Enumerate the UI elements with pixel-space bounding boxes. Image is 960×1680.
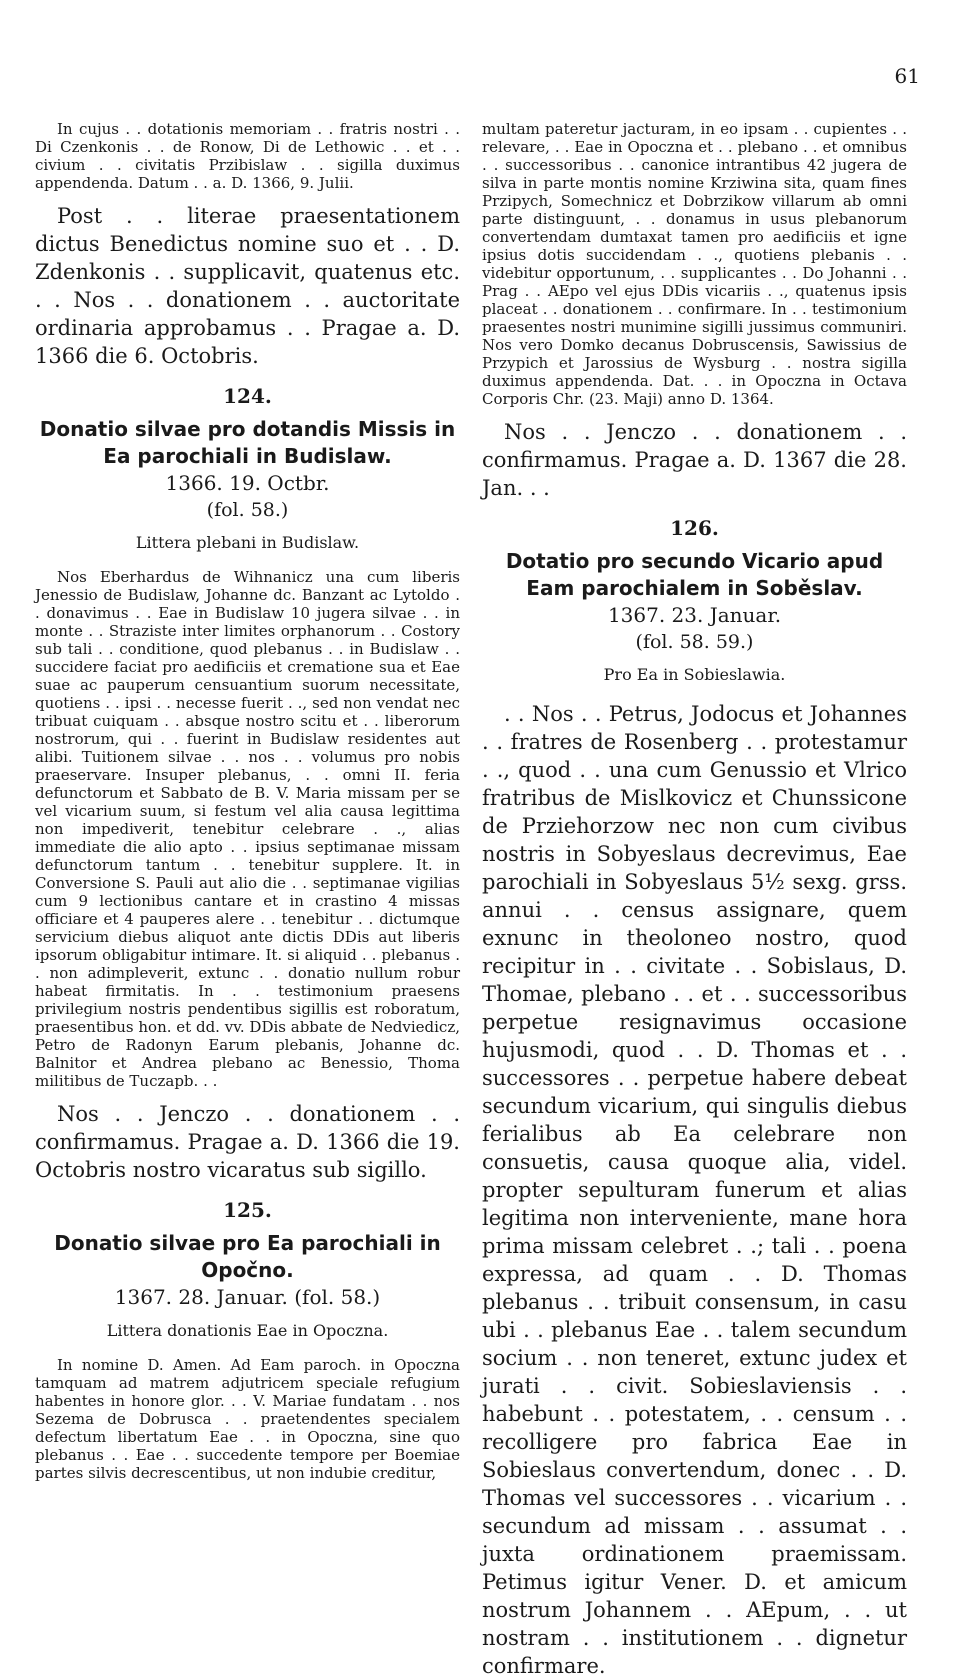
paragraph-post-literae: Post . . literae praesentationem dictus Benedictus nomine suo et . . D. Zdenkonis . . supplicavit, quatenus etc. . . Nos . . donationem . . auctoritate ordinaria approbamus . . Pragae a. D. 1366 die 6. Octobris.: [35, 204, 460, 368]
paragraph-dotation-126: . . Nos . . Petrus, Jodocus et Johannes . . fratres de Rosenberg . . protestamur . ., quod . . una cum Genussio et Vlrico fratribus de Mislkovicz et Chunssicone de Prziehorzow nec non cum civibus nostris in Sobyeslaus decrevimus, Eae parochiali in Sobyeslaus 5½ sexg. grss. annui . . census assignare, quem exnunc in theoloneo nostro, quod recipitur in . . civitate . . Sobislaus, D. Thomae, plebano . . et . . successoribus perpetue resignavimus occasione hujusmodi, quod . . D. Thomas et . . successores . . perpetue habere debeat secundum vicarium, qui singulis diebus ferialibus ab Ea celebrare non consuetis, causa quoque alia, videl. propter sepulturam funerum et alias legitima non interveniente, mane hora prima missam celebret . .; tali . . poena expressa, ad quam . . D. Thomas plebanus . . tribuit consensum, in casu ubi . . plebanus Eae . . talem secundum socium . . non teneret, extunc judex et jurati . . civit. Sobieslaviensis . . habebunt . . potestatem, . . censum . . recolligere pro fabrica Eae in Sobieslaus convertendum, donec . . D. Thomas vel successores . . vicarium . . secundum ad missam . . assumat . . juxta ordinationem praemissam. Petimus igitur Vener. D. et amicum nostrum Johannem . . AEpum, . . ut nostram . . institutionem . . dignetur confirmare.: [482, 702, 907, 1678]
caption-126: Pro Ea in Sobieslawia.: [603, 665, 786, 684]
folio-ref-124: (fol. 58.): [206, 499, 289, 521]
entry-heading-126: Dotatio pro secundo Vicario apud Eam parochialem in Soběslav.: [505, 549, 884, 600]
paragraph-donation-125: In nomine D. Amen. Ad Eam paroch. in Opoczna tamquam ad matrem adjutricem speciale refugium habentes in honore glor. . . V. Mariae fundatam . . nos Sezema de Dobrusca . . praetendentes specialem defectum libertatum Eae . . in Opoczna, sine quo plebanus . . Eae . . succedente tempore per Boemiae partes silvis decrescentibus, ut non indubie creditur,: [35, 1356, 460, 1482]
entry-date-125: 1367. 28. Januar. (fol. 58.): [114, 1285, 381, 1309]
left-column: [35, 120, 460, 1482]
entry-number-125: 125.: [223, 1198, 272, 1222]
entry-heading-125: Donatio silvae pro Ea parochiali in Opočno.: [54, 1231, 441, 1282]
entry-date-124: 1366. 19. Octbr.: [165, 471, 330, 495]
paragraph-continuation-125: multam pateretur jacturam, in eo ipsam . . cupientes . . relevare, . . Eae in Opoczna et . . plebano . . et omnibus . . successoribus . . canonice intrantibus 42 jugera de silva in parte montis nomine Krziwina sita, quam fines Przipych, Somechnicz et Dobrzikow villarum ab omni parte distinguunt, . . donamus in usus plebanorum convertendam dumtaxat tamen pro aedificiis et igne ipsius dotis succidendam . ., quotiens plebanis . . videbitur opportunum, . . supplicantes . . Do Johanni . . Prag . . AEpo vel ejus DDis vicariis . ., quatenus ipsis placeat . . donationem . . confirmare. In . . testimonium praesentes nostri munimine sigilli jussimus communiri. Nos vero Domko decanus Dobruscensis, Sawissius de Przypich et Jarossius de Wysburg . . nostra sigilla duximus appendenda. Dat. . . in Opoczna in Octava Corporis Chr. (23. Maji) anno D. 1364.: [482, 120, 907, 408]
right-column: [482, 120, 907, 1680]
entry-number-124: 124.: [223, 384, 272, 408]
entry-date-126: 1367. 23. Januar.: [607, 603, 782, 627]
caption-124: Littera plebani in Budislaw.: [135, 533, 360, 552]
paragraph-memoriam: In cujus . . dotationis memoriam . . fratris nostri . . Di Czenkonis . . de Ronow, Di de Lethowic . . et . . civium . . civitatis Przibislaw . . sigilla duximus appendenda. Datum . . a. D. 1366, 9. Julii.: [35, 120, 460, 192]
paragraph-confirmation-124: Nos . . Jenczo . . donationem . . confirmamus. Pragae a. D. 1366 die 19. Octobris nostro vicaratus sub sigillo.: [35, 1102, 460, 1182]
entry-number-126: 126.: [670, 516, 719, 540]
caption-125: Littera donationis Eae in Opoczna.: [106, 1321, 389, 1340]
paragraph-confirmation-125: Nos . . Jenczo . . donationem . . confirmamus. Pragae a. D. 1367 die 28. Jan. . .: [482, 420, 907, 500]
folio-ref-126: (fol. 58. 59.): [635, 631, 754, 653]
page-number: 61: [894, 64, 920, 88]
entry-heading-124: Donatio silvae pro dotandis Missis in Ea parochiali in Budislaw.: [39, 417, 456, 468]
paragraph-donation-124: Nos Eberhardus de Wihnanicz una cum liberis Jenessio de Budislaw, Johanne dc. Banzant ac Lytoldo . . donavimus . . Eae in Budislaw 10 jugera silvae . . in monte . . Straziste inter limites orphanorum . . Costory sub tali . . conditione, quod plebanus . . in Budislaw . . succidere faciat pro aedificiis et crematione sua et Eae suae ac pauperum censuantium suorum necessitate, quotiens . . ipsi . . necesse fuerit . ., sed non vendat nec tribuat cuiquam . . absque nostro scitu et . . liberorum nostrorum, qui . . fuerint in Budislaw residentes aut alibi. Tuitionem silvae . . nos . . volumus pro nobis praeservare. Insuper plebanus, . . omni II. feria defunctorum et Sabbato de B. V. Maria missam per se vel vicarium suum, si festum vel alia causa legittima non impediverit, tenebitur celebrare . ., alias immediate die alio apto . . ipsius septimanae missam defunctorum tantum . . tenebitur supplere. It. in Conversione S. Pauli aut alio die . . septimanae vigilias cum 9 lectionibus cantare et in crastino 4 missas officiare et 4 pauperes alere . . tenebitur . . dictumque servicium diebus aliquot ante dictis DDis aut liberis ipsorum obligabitur intimare. It. si aliquid . . plebanus . . non adimpleverit, extunc . . donatio nullum robur habeat firmitatis. In . . testimonium praesens privilegium nostris pendentibus sigillis est roboratum, praesentibus hon. et dd. vv. DDis abbate de Nedviedicz, Petro de Radonyn Earum plebanis, Johanne dc. Balnitor et Andrea plebano ac Benessio, Thoma militibus de Tuczapb. . .: [35, 568, 460, 1090]
